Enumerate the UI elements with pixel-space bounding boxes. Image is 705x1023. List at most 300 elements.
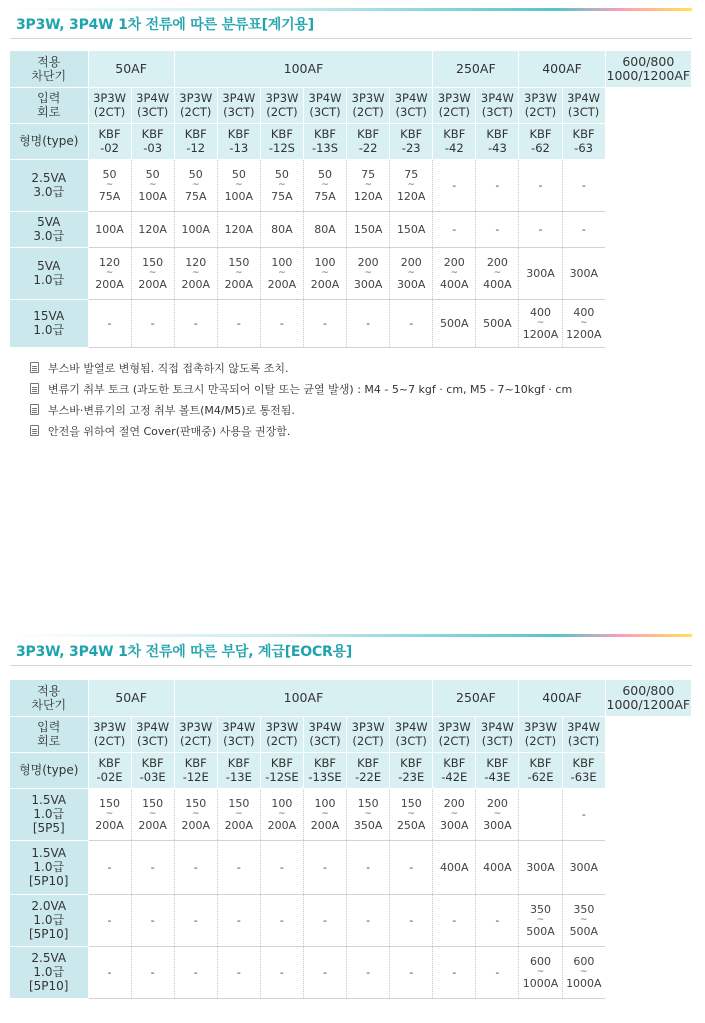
type-text: -12 — [186, 141, 206, 155]
value-cell — [174, 946, 217, 998]
type-cell — [433, 752, 476, 788]
type-text: -03 — [143, 141, 163, 155]
circuit-cell — [433, 87, 476, 123]
type-cell — [390, 123, 433, 159]
range-value — [132, 256, 174, 291]
breaker-label-line: 차단기 — [31, 697, 67, 712]
type-cell — [131, 752, 174, 788]
range-max: 100A — [224, 189, 254, 203]
single-value: - — [150, 966, 155, 979]
breaker-group-label: 400AF — [542, 689, 582, 705]
value-cell — [390, 159, 433, 211]
single-value: - — [409, 966, 414, 979]
note-text: 안전을 위하여 절연 Cover(판매중) 사용을 권장함. — [48, 424, 291, 438]
range-value — [304, 168, 346, 203]
range-tilde: ~ — [278, 808, 286, 819]
range-tilde: ~ — [407, 179, 415, 190]
value-cell — [476, 159, 519, 211]
value-cell — [476, 840, 519, 894]
circuit-cell — [174, 87, 217, 123]
range-max: 120A — [396, 189, 426, 203]
single-value: - — [452, 966, 457, 979]
range-max: 1200A — [522, 327, 559, 341]
single-value: - — [366, 317, 371, 330]
type-text: KBF — [400, 127, 423, 141]
value-cell — [519, 788, 562, 840]
value-cell — [88, 247, 131, 299]
table-row — [10, 788, 692, 840]
range-value — [89, 256, 131, 291]
breaker-group — [519, 51, 605, 87]
single-value: - — [581, 223, 586, 236]
type-text: -62 — [531, 141, 550, 155]
row-label-line: 3.0급 — [33, 185, 65, 199]
row-label-line: 1.0급 — [33, 807, 65, 821]
value-cell — [562, 894, 605, 946]
range-tilde: ~ — [278, 179, 286, 190]
single-value: - — [538, 223, 543, 236]
range-max: 100A — [138, 189, 167, 203]
circuit-text: (2CT) — [180, 105, 212, 119]
single-value: - — [495, 223, 500, 236]
range-min: 150 — [357, 796, 379, 810]
circuit-cell — [88, 87, 131, 123]
range-min: 50 — [188, 167, 203, 181]
range-min: 200 — [486, 796, 508, 810]
value-cell — [260, 211, 303, 247]
value-cell — [390, 840, 433, 894]
value-cell — [88, 299, 131, 347]
type-cell — [519, 123, 562, 159]
circuit-label — [10, 716, 88, 752]
range-value — [390, 168, 432, 203]
row-label-line: 2.0VA — [31, 899, 67, 913]
type-text: -23E — [398, 770, 425, 784]
value-cell — [476, 894, 519, 946]
type-text: -12S — [268, 141, 295, 155]
row-label-line: 5VA — [37, 259, 61, 273]
type-label-text: 형명(type) — [19, 763, 79, 777]
range-value — [433, 256, 475, 291]
value-cell — [433, 788, 476, 840]
range-max: 1000A — [566, 976, 602, 990]
breaker-group — [88, 680, 174, 716]
circuit-text: 3P4W — [394, 91, 428, 105]
range-min: 100 — [271, 796, 293, 810]
circuit-text: 3P4W — [136, 91, 170, 105]
circuit-text: 3P3W — [351, 720, 385, 734]
breaker-group-label: 100AF — [283, 60, 324, 76]
single-value: 400A — [483, 861, 512, 874]
type-cell — [174, 123, 217, 159]
single-value: - — [452, 223, 457, 236]
single-value: 500A — [483, 317, 512, 330]
range-min: 350 — [529, 902, 551, 916]
range-max: 75A — [314, 189, 336, 203]
table-row — [10, 894, 692, 946]
table-row — [10, 840, 692, 894]
value-cell — [433, 946, 476, 998]
range-max: 200A — [181, 277, 210, 291]
single-value: 150A — [396, 223, 426, 236]
range-value — [347, 797, 389, 832]
range-tilde: ~ — [321, 179, 329, 190]
range-tilde: ~ — [536, 317, 545, 328]
range-min: 150 — [185, 796, 207, 810]
row-label-line: 1.0급 — [33, 323, 65, 337]
range-tilde: ~ — [148, 179, 157, 190]
value-cell — [217, 299, 260, 347]
value-cell — [217, 840, 260, 894]
type-text: KBF — [98, 756, 121, 770]
range-min: 350 — [573, 902, 595, 916]
value-cell — [131, 299, 174, 347]
range-min: 200 — [486, 255, 508, 269]
single-value: - — [236, 914, 241, 927]
type-text: -03E — [139, 770, 166, 784]
type-label — [10, 752, 88, 788]
value-cell — [303, 788, 346, 840]
range-max: 75A — [98, 189, 121, 203]
single-value: 80A — [271, 223, 293, 236]
range-value — [132, 797, 174, 832]
single-value: 500A — [440, 317, 469, 330]
circuit-text: (2CT) — [93, 105, 126, 119]
circuit-text: (2CT) — [180, 734, 212, 748]
range-min: 150 — [142, 796, 164, 810]
row-label-line: [5P10] — [28, 979, 69, 993]
value-cell — [519, 299, 562, 347]
range-min: 600 — [529, 954, 551, 968]
circuit-text: (2CT) — [93, 734, 126, 748]
value-cell — [347, 788, 390, 840]
circuit-label — [10, 87, 88, 123]
value-cell — [131, 788, 174, 840]
row-label — [10, 247, 88, 299]
type-text: -13S — [311, 141, 339, 155]
circuit-text: 3P3W — [179, 91, 213, 105]
value-cell — [217, 211, 260, 247]
breaker-group-label: 250AF — [456, 60, 496, 76]
range-max: 1200A — [566, 327, 602, 341]
type-text: -43E — [484, 770, 511, 784]
range-min: 100 — [314, 796, 336, 810]
range-max: 300A — [483, 818, 512, 832]
circuit-cell — [303, 87, 346, 123]
value-cell — [260, 840, 303, 894]
range-value — [175, 168, 217, 203]
range-max: 400A — [483, 277, 512, 291]
range-tilde: ~ — [105, 808, 114, 819]
single-value: - — [323, 317, 327, 330]
row-label-line: [5P10] — [28, 927, 69, 941]
single-value: - — [107, 914, 112, 927]
type-cell — [519, 752, 562, 788]
note-text: 부스바·변류기의 고정 취부 볼트(M4/M5)로 통전됨. — [48, 403, 295, 417]
single-value: - — [495, 966, 500, 979]
range-min: 150 — [99, 796, 121, 810]
type-cell — [476, 123, 519, 159]
single-value: - — [193, 861, 198, 874]
type-text: -13E — [225, 770, 252, 784]
type-text: -02E — [96, 770, 123, 784]
type-text: KBF — [227, 127, 250, 141]
single-value: - — [366, 966, 371, 979]
circuit-cell — [519, 87, 562, 123]
range-max: 1000A — [522, 976, 559, 990]
single-value: - — [323, 966, 327, 979]
value-cell — [303, 894, 346, 946]
value-cell — [390, 211, 433, 247]
breaker-group — [433, 51, 519, 87]
value-cell — [131, 840, 174, 894]
range-value — [519, 306, 561, 341]
value-cell — [217, 247, 260, 299]
range-value — [304, 256, 346, 291]
circuit-text: 3P3W — [524, 720, 557, 734]
value-cell — [131, 946, 174, 998]
single-value: - — [107, 317, 112, 330]
document-icon — [30, 425, 39, 436]
range-value — [563, 306, 606, 341]
range-tilde: ~ — [235, 808, 243, 819]
value-cell — [562, 159, 605, 211]
type-text: -22 — [358, 141, 378, 155]
single-value: - — [236, 861, 241, 874]
single-value: - — [409, 914, 414, 927]
circuit-text: (3CT) — [309, 105, 341, 119]
circuit-cell — [260, 716, 303, 752]
range-value — [218, 168, 260, 203]
breaker-group — [519, 680, 605, 716]
value-cell — [347, 946, 390, 998]
type-text: KBF — [443, 756, 466, 770]
range-value — [261, 256, 303, 291]
value-cell — [260, 788, 303, 840]
circuit-cell — [217, 87, 260, 123]
type-text: KBF — [184, 756, 207, 770]
circuit-cell — [476, 716, 519, 752]
value-cell — [303, 247, 346, 299]
circuit-text: (3CT) — [395, 734, 427, 748]
circuit-text: (2CT) — [524, 105, 557, 119]
range-value — [175, 256, 217, 291]
range-value — [476, 256, 518, 291]
value-cell — [433, 211, 476, 247]
type-cell — [131, 123, 174, 159]
single-value: - — [538, 179, 543, 192]
single-value: - — [279, 966, 284, 979]
type-cell — [303, 123, 346, 159]
range-tilde: ~ — [536, 914, 545, 925]
section1-title: 3P3W, 3P4W 1차 전류에 따른 분류표[계기용] — [16, 17, 314, 33]
value-cell — [476, 299, 519, 347]
circuit-text: (3CT) — [481, 734, 514, 748]
range-min: 150 — [228, 255, 250, 269]
circuit-text: 3P3W — [265, 720, 299, 734]
type-text: KBF — [227, 756, 250, 770]
type-text: -13 — [229, 141, 249, 155]
circuit-text: (3CT) — [395, 105, 427, 119]
range-max: 200A — [310, 277, 340, 291]
single-value: - — [323, 914, 327, 927]
row-label-line: 15VA — [33, 309, 65, 323]
value-cell — [433, 247, 476, 299]
value-cell — [476, 247, 519, 299]
value-cell — [174, 788, 217, 840]
single-value: - — [409, 861, 414, 874]
type-text: KBF — [443, 127, 466, 141]
range-value — [563, 955, 606, 990]
type-cell — [217, 752, 260, 788]
breaker-group-label: 600/800 — [622, 682, 675, 698]
range-value — [89, 168, 131, 203]
single-value: 80A — [314, 223, 336, 236]
value-cell — [174, 211, 217, 247]
circuit-cell — [217, 716, 260, 752]
value-cell — [303, 211, 346, 247]
type-cell — [88, 123, 131, 159]
circuit-text: 3P4W — [222, 91, 256, 105]
single-value: - — [495, 179, 500, 192]
type-text: -63 — [574, 141, 593, 155]
row-label-line: 1.0급 — [33, 913, 65, 927]
circuit-text: 3P4W — [480, 720, 514, 734]
range-max: 200A — [138, 818, 167, 832]
single-value: - — [150, 861, 155, 874]
table-row — [10, 247, 692, 299]
circuit-text: (3CT) — [136, 734, 169, 748]
breaker-group — [174, 680, 433, 716]
type-text: KBF — [141, 756, 164, 770]
breaker-group-label: 400AF — [542, 60, 582, 76]
value-cell — [217, 894, 260, 946]
breaker-label — [10, 51, 88, 87]
range-value — [347, 168, 389, 203]
note-item — [30, 378, 572, 399]
circuit-text: 3P3W — [351, 91, 385, 105]
single-value: 120A — [138, 223, 167, 236]
circuit-label-line: 입력 — [37, 91, 61, 105]
range-max: 300A — [440, 818, 469, 832]
value-cell — [303, 159, 346, 211]
value-cell — [476, 946, 519, 998]
circuit-text: 3P4W — [567, 720, 601, 734]
type-cell — [260, 752, 303, 788]
row-label-line: 2.5VA — [31, 171, 67, 185]
range-value — [390, 797, 432, 832]
type-text: -62E — [527, 770, 554, 784]
range-max: 200A — [267, 277, 297, 291]
type-text: KBF — [486, 127, 509, 141]
range-value — [347, 256, 389, 291]
circuit-cell — [303, 716, 346, 752]
range-tilde: ~ — [580, 966, 588, 977]
value-cell — [217, 788, 260, 840]
circuit-text: (2CT) — [438, 105, 470, 119]
value-cell — [260, 247, 303, 299]
single-value: 300A — [569, 861, 599, 874]
table-row — [10, 299, 692, 347]
type-row — [10, 123, 692, 159]
single-value: - — [323, 861, 327, 874]
value-cell — [260, 299, 303, 347]
range-tilde: ~ — [278, 267, 286, 278]
range-tilde: ~ — [191, 179, 200, 190]
value-cell — [88, 946, 131, 998]
range-value — [563, 903, 606, 938]
breaker-header-row — [10, 51, 692, 87]
single-value: 300A — [526, 267, 555, 280]
single-value: - — [193, 966, 198, 979]
range-tilde: ~ — [364, 267, 372, 278]
row-label — [10, 788, 88, 840]
row-label-line: 2.5VA — [31, 951, 67, 965]
range-tilde: ~ — [493, 808, 502, 819]
value-cell — [519, 159, 562, 211]
range-max: 300A — [353, 277, 383, 291]
circuit-cell — [131, 87, 174, 123]
value-cell — [217, 159, 260, 211]
row-label-line: 1.5VA — [31, 846, 67, 860]
circuit-text: 3P4W — [308, 720, 342, 734]
breaker-group — [433, 680, 519, 716]
type-cell — [347, 123, 390, 159]
section1-title-rule — [10, 38, 692, 39]
section1-top-gradient — [10, 8, 692, 11]
row-label — [10, 946, 88, 998]
circuit-text: 3P3W — [524, 91, 557, 105]
range-tilde: ~ — [450, 808, 459, 819]
value-cell — [390, 788, 433, 840]
range-value — [304, 797, 346, 832]
single-value: - — [150, 317, 155, 330]
single-value: 400A — [440, 861, 469, 874]
range-tilde: ~ — [148, 808, 157, 819]
value-cell — [390, 247, 433, 299]
range-min: 200 — [357, 255, 379, 269]
value-cell — [260, 894, 303, 946]
breaker-group-label: 250AF — [456, 689, 496, 705]
single-value: 100A — [181, 223, 210, 236]
range-max: 350A — [353, 818, 383, 832]
type-text: -12E — [182, 770, 209, 784]
value-cell — [390, 946, 433, 998]
breaker-group — [88, 51, 174, 87]
range-max: 75A — [184, 189, 207, 203]
type-text: KBF — [313, 756, 337, 770]
circuit-row — [10, 87, 692, 123]
circuit-text: 3P3W — [179, 720, 213, 734]
value-cell — [562, 247, 605, 299]
single-value: 100A — [95, 223, 124, 236]
value-cell — [476, 211, 519, 247]
range-min: 50 — [145, 167, 160, 181]
breaker-group-label: 1000/1200AF — [606, 696, 691, 712]
value-cell — [131, 159, 174, 211]
range-min: 150 — [400, 796, 422, 810]
value-cell — [217, 946, 260, 998]
type-text: KBF — [486, 756, 509, 770]
range-tilde: ~ — [321, 808, 329, 819]
value-cell — [174, 894, 217, 946]
single-value: - — [452, 179, 457, 192]
type-text: -13SE — [308, 770, 342, 784]
range-value — [519, 903, 561, 938]
value-cell — [260, 159, 303, 211]
circuit-cell — [174, 716, 217, 752]
type-text: KBF — [141, 127, 164, 141]
